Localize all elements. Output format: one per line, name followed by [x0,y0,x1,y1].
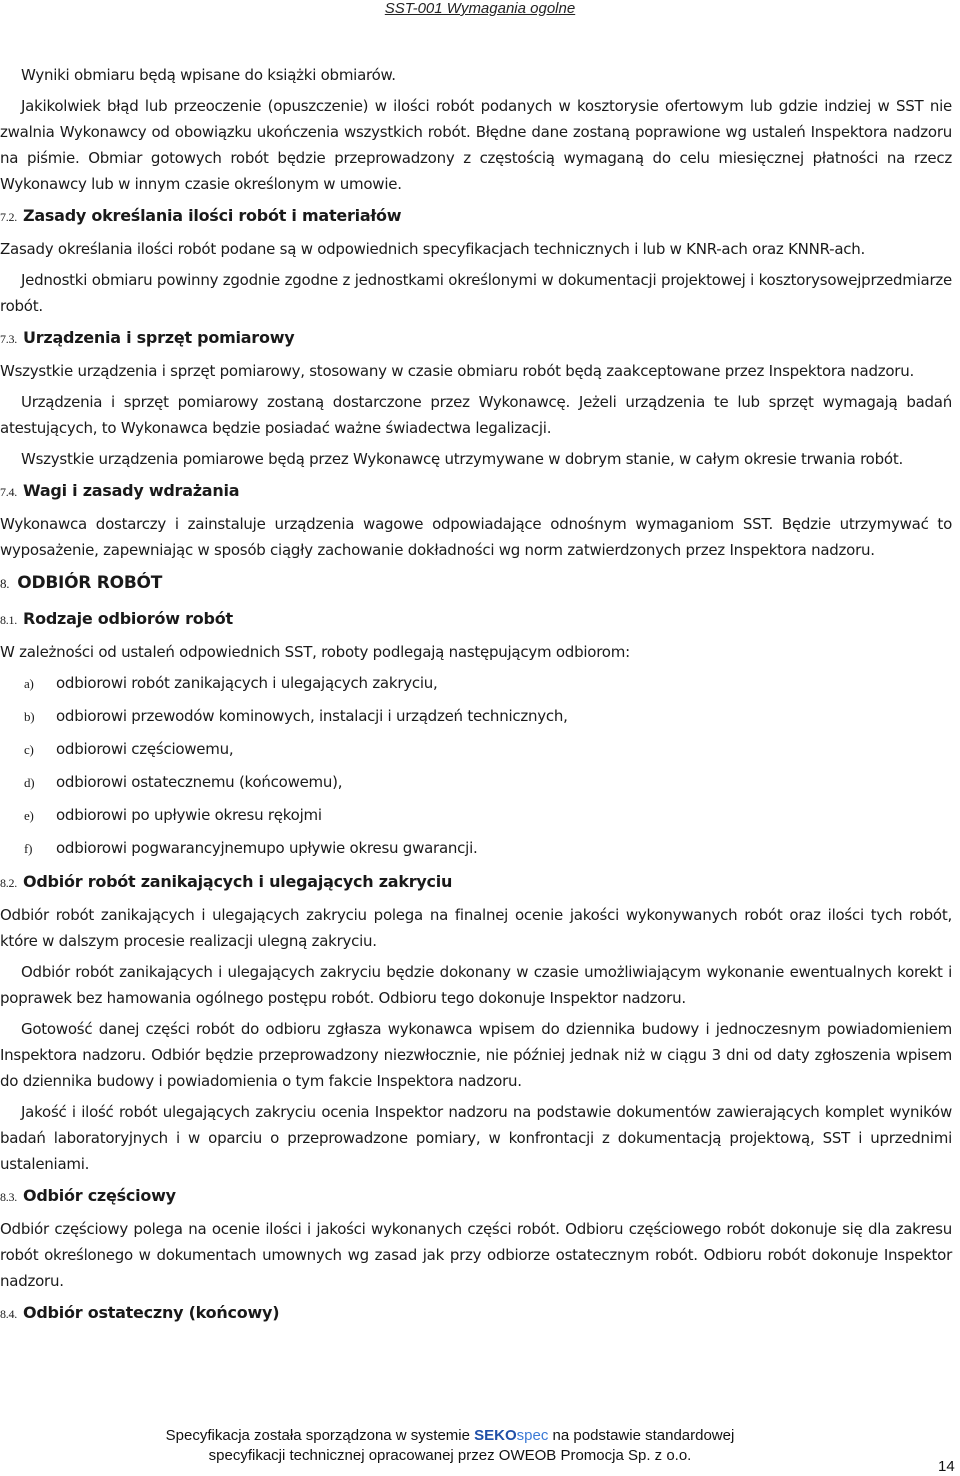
page-number: 14 [938,1458,955,1475]
list-item [0,736,952,763]
section-title: Urządzenia i sprzęt pomiarowy [23,328,295,347]
section-title: Odbiór ostateczny (końcowy) [23,1303,280,1322]
paragraph: Jakość i ilość robót ulegających zakryciu ocenia Inspektor nadzoru na podstawie dokumentów zawierających komplet wyników badań laboratoryjnych i w oparciu o przeprowadzone pomiary, w konfrontacji z dokumentacją projektową, SST i uprzednimi ustaleniami. [0,1103,952,1173]
paragraph: Odbiór robót zanikających i ulegających zakryciu polega na finalnej ocenie jakości wykonywanych robót oraz ilości tych robót, które w dalszym procesie realizacji ulegną zakryciu. [0,906,952,950]
section-heading-8-1 [0,605,952,634]
list-item-text: odbiorowi po upływie okresu rękojmi [56,806,322,824]
page-footer [0,1426,900,1466]
list-item [0,670,952,697]
list-marker: b) [24,709,35,724]
paragraph: Wyniki obmiaru będą wpisane do książki obmiarów. [21,66,396,84]
paragraph: Zasady określania ilości robót podane są w odpowiednich specyfikacjach technicznych i lub w KNR-ach oraz KNNR-ach. [0,240,866,258]
section-title: ODBIÓR ROBÓT [17,573,163,593]
list-item-text: odbiorowi robót zanikających i ulegających zakryciu, [56,674,438,692]
paragraph: Wszystkie urządzenia pomiarowe będą przez Wykonawcę utrzymywane w dobrym stanie, w całym okresie trwania robót. [21,450,903,468]
footer-line-2: specyfikacji technicznej opracowanej przez OWEOB Promocja Sp. z o.o. [208,1447,692,1464]
section-title: Odbiór robót zanikających i ulegających zakryciu [23,872,453,891]
footer-text: Specyfikacja została sporządzona w systemie [165,1427,475,1444]
section-number: 7.3. [0,332,17,346]
section-number: 8. [0,576,10,591]
footer-line-1 [0,1426,900,1446]
section-number: 8.1. [0,613,17,627]
section-number: 8.4. [0,1307,17,1321]
list-item-text: odbiorowi częściowemu, [56,740,234,758]
list-marker: c) [24,742,34,757]
section-number: 8.3. [0,1190,17,1204]
section-title: Odbiór częściowy [23,1186,176,1205]
paragraph: Odbiór częściowy polega na ocenie ilości i jakości wykonanych części robót. Odbioru częściowego robót dokonuje się dla zakresu robót określonego w dokumentach umownych wg zasad jak przy odbiorze ostatecznym robót. Odbioru robót dokonuje Inspektor nadzoru. [0,1220,952,1290]
paragraph: W zależności od ustaleń odpowiednich SST, roboty podlegają następującym odbiorom: [0,643,630,661]
section-number: 7.4. [0,485,17,499]
section-title: Zasady określania ilości robót i materiałów [23,206,402,225]
acceptance-types-list [0,670,952,862]
list-item [0,703,952,730]
paragraph: Gotowość danej części robót do odbioru zgłasza wykonawca wpisem do dziennika budowy i jednoczesnym powiadomieniem Inspektora nadzoru. Odbiór będzie przeprowadzony niezwłocznie, nie później jednak niż w ciągu 3 dni od daty zgłoszenia wpisem do dziennika budowy i powiadomienia o tym fakcie Inspektora nadzoru. [0,1020,952,1090]
section-heading-7-4 [0,477,952,506]
section-title: Wagi i zasady wdrażania [23,481,240,500]
list-item-text: odbiorowi przewodów kominowych, instalacji i urządzeń technicznych, [56,707,568,725]
document-body [0,62,952,1333]
section-heading-8-2 [0,868,952,897]
list-item [0,769,952,796]
list-marker: f) [24,841,33,856]
list-marker: e) [24,808,34,823]
section-heading-8-3 [0,1182,952,1211]
list-item-text: odbiorowi ostatecznemu (końcowemu), [56,773,343,791]
section-number: 8.2. [0,876,17,890]
list-item [0,835,952,862]
section-heading-7-3 [0,324,952,353]
paragraph: Jednostki obmiaru powinny zgodnie zgodne z jednostkami określonymi w dokumentacji projektowej i kosztorysowejprzedmiarze robót. [0,271,952,315]
section-number: 7.2. [0,210,17,224]
paragraph: Urządzenia i sprzęt pomiarowy zostaną dostarczone przez Wykonawcę. Jeżeli urządzenia te lub sprzęt wymagają badań atestujących, to Wykonawca będzie posiadać ważne świadectwa legalizacji. [0,393,952,437]
section-heading-8-4 [0,1299,952,1328]
paragraph: Jakikolwiek błąd lub przeoczenie (opuszczenie) w ilości robót podanych w kosztorysie ofertowym lub gdzie indziej w SST nie zwalnia Wykonawcy od obowiązku ukończenia wszystkich robót. Błędne dane zostaną poprawione wg ustaleń Inspektora nadzoru na piśmie. Obmiar gotowych robót będzie przeprowadzony z częstością wymaganą do celu miesięcznej płatności na rzecz Wykonawcy lub w innym czasie określonym w umowie. [0,97,952,193]
paragraph: Wszystkie urządzenia i sprzęt pomiarowy, stosowany w czasie obmiaru robót będą zaakceptowane przez Inspektora nadzoru. [0,362,914,380]
footer-text: na podstawie standardowej [548,1427,735,1444]
paragraph: Wykonawca dostarczy i zainstaluje urządzenia wagowe odpowiadające odnośnym wymaganiom SST. Będzie utrzymywać to wyposażenie, zapewniając w sposób ciągły zachowanie dokładności wg norm zatwierdzonych przez Inspektora nadzoru. [0,515,952,559]
document-header[interactable]: SST-001 Wymagania ogolne [384,0,576,17]
sekospec-logo-part2: spec [516,1427,549,1444]
paragraph: Odbiór robót zanikających i ulegających zakryciu będzie dokonany w czasie umożliwiającym wykonanie ewentualnych korekt i poprawek bez hamowania ogólnego postępu robót. Odbioru tego dokonuje Inspektor nadzoru. [0,963,952,1007]
section-heading-7-2 [0,202,952,231]
list-item [0,802,952,829]
section-heading-8 [0,568,952,599]
list-marker: d) [24,775,35,790]
list-marker: a) [24,676,34,691]
list-item-text: odbiorowi pogwarancyjnemupo upływie okresu gwarancji. [56,839,478,857]
section-title: Rodzaje odbiorów robót [23,609,233,628]
sekospec-logo-part1: SEKO [474,1427,517,1444]
